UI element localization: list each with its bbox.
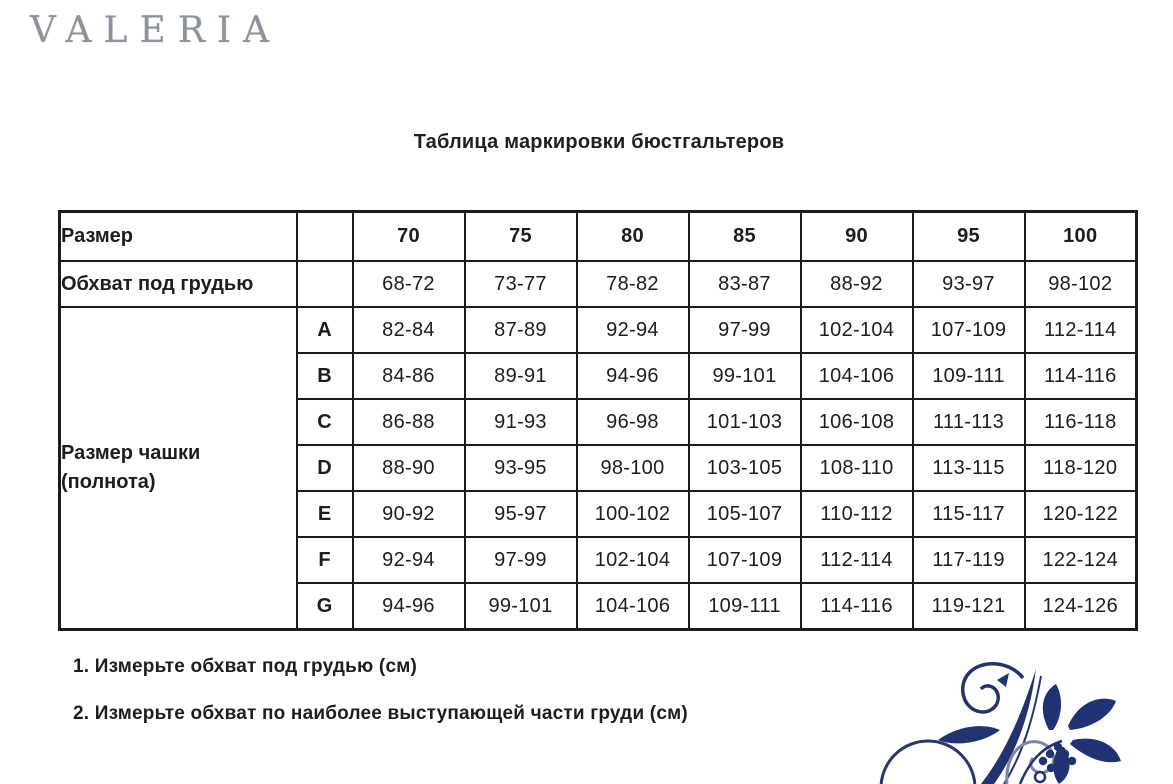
cup-value-cell: 108-110 xyxy=(801,445,913,491)
underbust-value-cell: 83-87 xyxy=(689,261,801,307)
cup-size-label-line1: Размер чашки xyxy=(61,442,201,464)
cup-value-cell: 100-102 xyxy=(577,491,689,537)
cup-value-cell: 106-108 xyxy=(801,399,913,445)
cup-value-cell: 87-89 xyxy=(465,307,577,353)
cup-value-cell: 99-101 xyxy=(689,353,801,399)
cup-value-cell: 107-109 xyxy=(689,537,801,583)
cup-value-cell: 120-122 xyxy=(1025,491,1137,537)
underbust-value-cell: 73-77 xyxy=(465,261,577,307)
cup-value-cell: 101-103 xyxy=(689,399,801,445)
cup-letter-cell: F xyxy=(297,537,353,583)
bra-size-table xyxy=(58,210,1138,631)
underbust-value-cell: 98-102 xyxy=(1025,261,1137,307)
instruction-step-1: 1. Измерьте обхват под грудью (см) xyxy=(73,656,418,677)
size-header-cell: 70 xyxy=(353,212,465,262)
brand-logo: VALERIA xyxy=(30,10,282,51)
cup-value-cell: 109-111 xyxy=(689,583,801,630)
cup-letter-cell: D xyxy=(297,445,353,491)
cup-value-cell: 111-113 xyxy=(913,399,1025,445)
cup-value-cell: 119-121 xyxy=(913,583,1025,630)
size-header-cell: 75 xyxy=(465,212,577,262)
table-row xyxy=(60,261,1137,307)
cup-value-cell: 88-90 xyxy=(353,445,465,491)
size-header-cell: 80 xyxy=(577,212,689,262)
cup-value-cell: 90-92 xyxy=(353,491,465,537)
cup-value-cell: 103-105 xyxy=(689,445,801,491)
cup-value-cell: 115-117 xyxy=(913,491,1025,537)
ornament-circle xyxy=(881,741,975,784)
underbust-row-label: Обхват под грудью xyxy=(60,261,297,307)
table-row xyxy=(60,212,1137,262)
cup-value-cell: 112-114 xyxy=(801,537,913,583)
size-header-cell: 90 xyxy=(801,212,913,262)
empty-cell xyxy=(297,212,353,262)
cup-value-cell: 110-112 xyxy=(801,491,913,537)
instruction-step-2: 2. Измерьте обхват по наиболее выступающей части груди (см) xyxy=(73,703,688,724)
underbust-value-cell: 88-92 xyxy=(801,261,913,307)
cup-value-cell: 97-99 xyxy=(689,307,801,353)
underbust-value-cell: 93-97 xyxy=(913,261,1025,307)
size-header-cell: 85 xyxy=(689,212,801,262)
cup-value-cell: 86-88 xyxy=(353,399,465,445)
cup-value-cell: 112-114 xyxy=(1025,307,1137,353)
cup-value-cell: 96-98 xyxy=(577,399,689,445)
cup-value-cell: 107-109 xyxy=(913,307,1025,353)
size-header-cell: 100 xyxy=(1025,212,1137,262)
cup-value-cell: 118-120 xyxy=(1025,445,1137,491)
cup-value-cell: 116-118 xyxy=(1025,399,1137,445)
cup-value-cell: 104-106 xyxy=(577,583,689,630)
size-header-cell: 95 xyxy=(913,212,1025,262)
table-row xyxy=(60,307,1137,353)
cup-value-cell: 98-100 xyxy=(577,445,689,491)
cup-value-cell: 124-126 xyxy=(1025,583,1137,630)
cup-letter-cell: B xyxy=(297,353,353,399)
cup-size-label xyxy=(60,307,297,630)
cup-letter-cell: C xyxy=(297,399,353,445)
floral-ornament xyxy=(871,654,1173,784)
empty-cell xyxy=(297,261,353,307)
cup-letter-cell: G xyxy=(297,583,353,630)
cup-letter-cell: E xyxy=(297,491,353,537)
cup-value-cell: 109-111 xyxy=(913,353,1025,399)
cup-value-cell: 114-116 xyxy=(801,583,913,630)
cup-value-cell: 94-96 xyxy=(577,353,689,399)
size-row-label: Размер xyxy=(60,212,297,262)
cup-value-cell: 95-97 xyxy=(465,491,577,537)
cup-value-cell: 102-104 xyxy=(577,537,689,583)
cup-value-cell: 92-94 xyxy=(577,307,689,353)
cup-value-cell: 122-124 xyxy=(1025,537,1137,583)
cup-value-cell: 104-106 xyxy=(801,353,913,399)
cup-value-cell: 102-104 xyxy=(801,307,913,353)
cup-value-cell: 93-95 xyxy=(465,445,577,491)
cup-value-cell: 114-116 xyxy=(1025,353,1137,399)
cup-value-cell: 82-84 xyxy=(353,307,465,353)
cup-value-cell: 92-94 xyxy=(353,537,465,583)
underbust-value-cell: 68-72 xyxy=(353,261,465,307)
cup-value-cell: 89-91 xyxy=(465,353,577,399)
cup-letter-cell: A xyxy=(297,307,353,353)
cup-value-cell: 117-119 xyxy=(913,537,1025,583)
cup-size-label-line2: (полнота) xyxy=(61,471,156,493)
cup-value-cell: 113-115 xyxy=(913,445,1025,491)
underbust-value-cell: 78-82 xyxy=(577,261,689,307)
cup-value-cell: 94-96 xyxy=(353,583,465,630)
page-title: Таблица маркировки бюстгальтеров xyxy=(413,131,785,153)
cup-value-cell: 91-93 xyxy=(465,399,577,445)
cup-value-cell: 99-101 xyxy=(465,583,577,630)
cup-value-cell: 97-99 xyxy=(465,537,577,583)
cup-value-cell: 105-107 xyxy=(689,491,801,537)
cup-value-cell: 84-86 xyxy=(353,353,465,399)
